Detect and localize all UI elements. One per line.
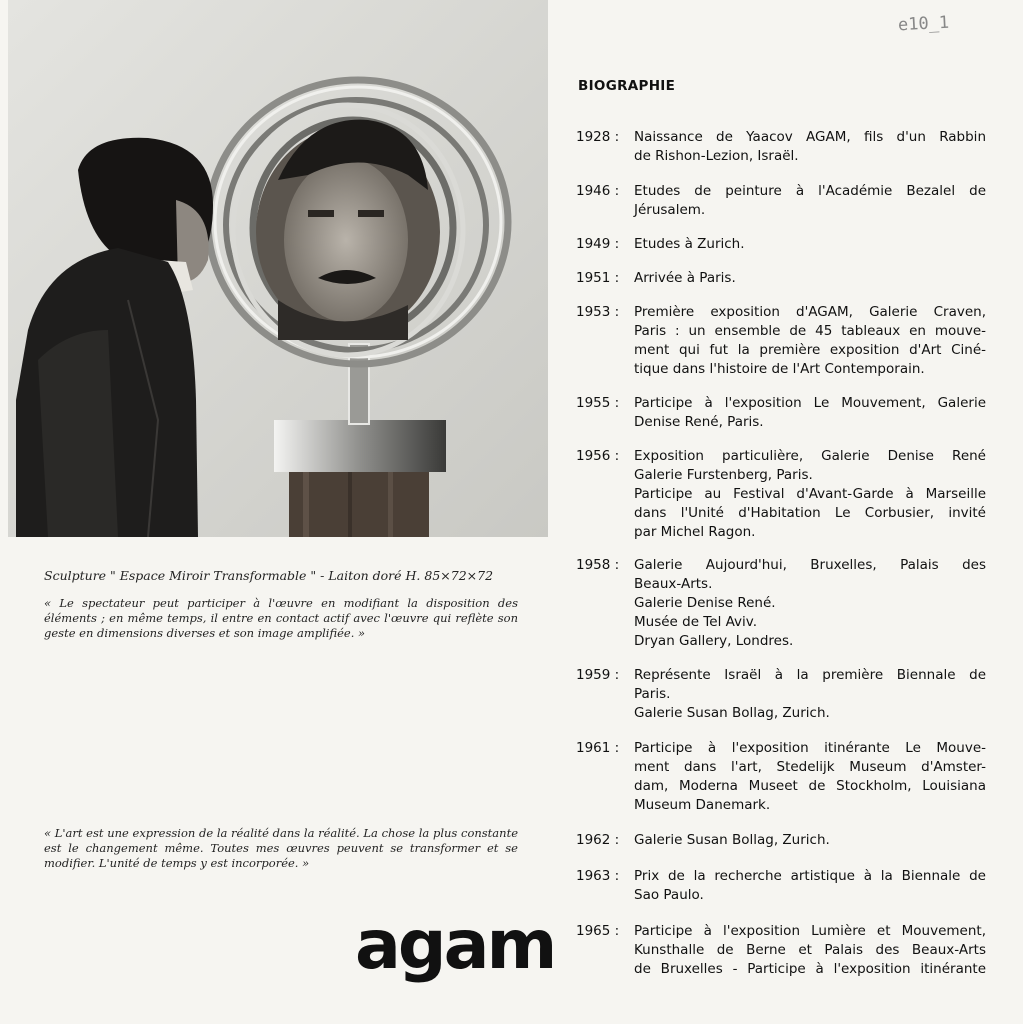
entry-text: Prix de la recherche artistique à la Biennale de Sao Paulo. [634,868,986,903]
entry-text: Etudes à Zurich. [634,236,745,252]
entry-year: 1951 : [576,270,620,286]
entry-text: Arrivée à Paris. [634,270,736,286]
entry-text: Galerie Aujourd'hui, Bruxelles, Palais des Beaux-Arts. Galerie Denise René. Musée de Tel Aviv. Dryan Gallery, Londres. [634,557,986,649]
biography-heading: BIOGRAPHIE [578,78,676,94]
entry-year: 1958 : [576,557,620,573]
sculpture-photo [8,0,548,537]
entry-year: 1955 : [576,395,620,411]
artist-quote: « L'art est une expression de la réalité dans la réalité. La chose la plus constante est le changement même. Toutes mes œuvres peuvent se transformer et se modifier. L'unité de temps y est incorporée. » [44,826,518,870]
entry-text: Représente Israël à la première Biennale de Paris. Galerie Susan Bollag, Zurich. [634,667,986,721]
entry-year: 1928 : [576,129,620,145]
entry-text: Galerie Susan Bollag, Zurich. [634,832,830,848]
entry-text: Première exposition d'AGAM, Galerie Craven, Paris : un ensemble de 45 tableaux en mouve- ment qui fut la première exposition d'Art Ciné- tique dans l'histoire de l'Art Contemporain. [634,304,986,377]
caption-quote: « Le spectateur peut participer à l'œuvre en modifiant la disposition des éléments ; en même temps, il entre en contact actif avec l'œuvre qui reflète son geste en dimensions diverses et son image amplifiée. » [44,596,518,640]
entry-text: Participe à l'exposition Le Mouvement, Galerie Denise René, Paris. [634,395,986,430]
chrome-base [274,420,446,472]
entry-year: 1953 : [576,304,620,320]
entry-year: 1946 : [576,183,620,199]
archive-reference: e10_1 [897,12,950,36]
entry-year: 1962 : [576,832,620,848]
entry-text: Exposition particulière, Galerie Denise René Galerie Furstenberg, Paris. Participe au Festival d'Avant-Garde à Marseille dans l'Unité d'Habitation Le Corbusier, invité par Michel Ragon. [634,448,986,540]
sculpture-photo-drawing [8,0,548,537]
entry-text: Participe à l'exposition itinérante Le Mouve- ment dans l'art, Stedelijk Museum d'Amster- dam, Moderna Museet de Stockholm, Louisiana Museum Danemark. [634,740,986,813]
entry-text: Naissance de Yaacov AGAM, fils d'un Rabbin de Rishon-Lezion, Israël. [634,129,986,164]
entry-year: 1961 : [576,740,620,756]
agam-logo: agam [355,906,555,985]
entry-year: 1959 : [576,667,620,683]
caption-title: Sculpture " Espace Miroir Transformable " - Laiton doré H. 85×72×72 [44,568,494,583]
entry-year: 1949 : [576,236,620,252]
entry-text: Etudes de peinture à l'Académie Bezalel de Jérusalem. [634,183,986,218]
entry-year: 1956 : [576,448,620,464]
entry-text: Participe à l'exposition Lumière et Mouvement, Kunsthalle de Berne et Palais des Beaux-Arts de Bruxelles - Participe à l'exposition itinérante [634,923,986,977]
entry-year: 1963 : [576,868,620,884]
entry-year: 1965 : [576,923,620,939]
